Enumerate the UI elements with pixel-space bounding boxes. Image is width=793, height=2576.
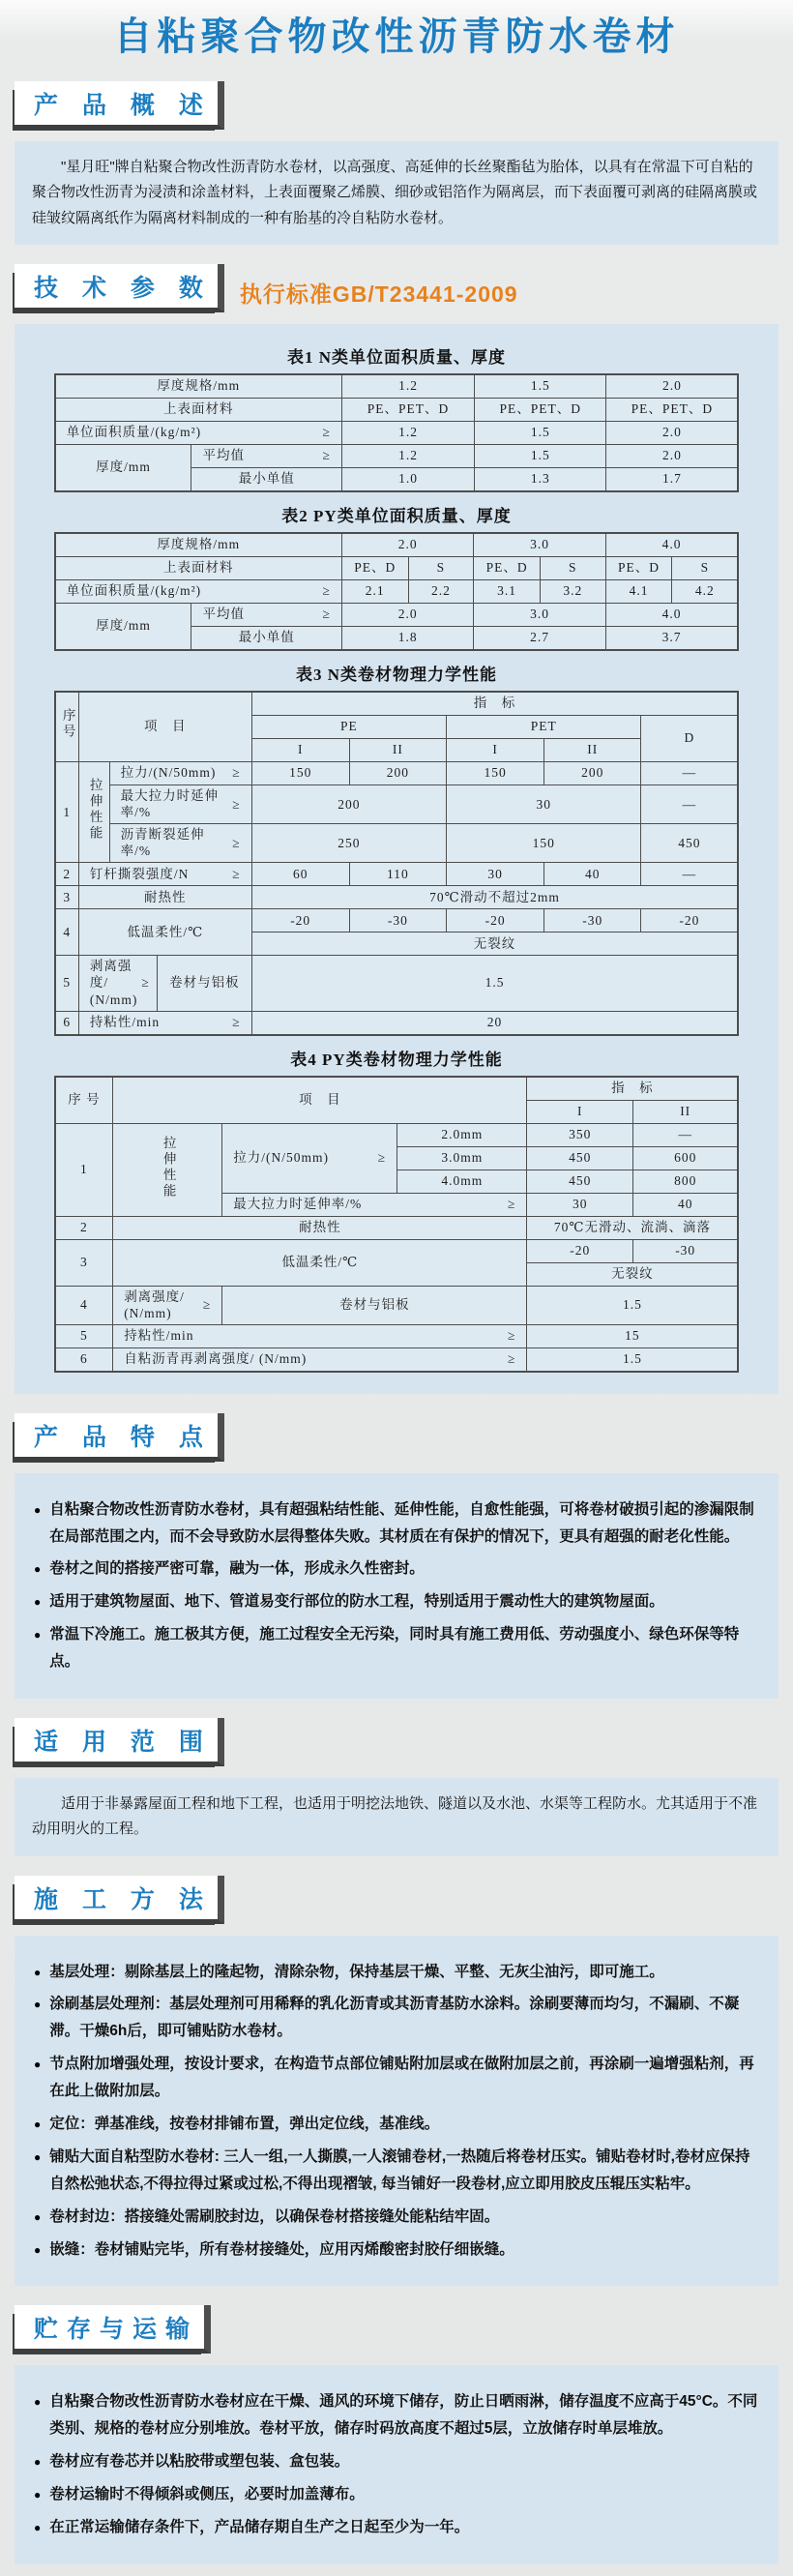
feature-item: ● 自粘聚合物改性沥青防水卷材，具有超强粘结性能、延伸性能，自愈性能强，可将卷材破损引起的渗漏限制在局部范围之内，而不会导致防水层得整体失败。其材质在有保护的情况下，更具有超强的耐老化性能。 bbox=[34, 1496, 759, 1551]
scope-panel bbox=[15, 1778, 778, 1856]
table-cell: 指 标 bbox=[251, 692, 738, 716]
table-row bbox=[55, 421, 739, 444]
bullet-icon: ● bbox=[34, 2488, 42, 2502]
section-heading-label: 技 术 参 数 bbox=[34, 274, 212, 302]
tables-panel bbox=[15, 324, 778, 1394]
table-cell: -30 bbox=[633, 1239, 739, 1262]
table-cell: 序 号 bbox=[55, 1077, 113, 1124]
section-heading-method bbox=[15, 1876, 224, 1924]
greater-equal-symbol: ≥ bbox=[232, 765, 241, 781]
method-step: ● 卷材封边：搭接缝处需刷胶封边，以确保卷材搭接缝处能粘结牢固。 bbox=[34, 2204, 759, 2231]
table-cell: 1.2 bbox=[341, 374, 474, 399]
table-cell: 2.0mm bbox=[397, 1123, 527, 1146]
table-cell: -20 bbox=[447, 908, 544, 932]
table-cell: 3.0mm bbox=[397, 1146, 527, 1170]
scope-paragraph: 适用于非暴露屋面工程和地下工程，也适用于明挖法地铁、隧道以及水池、水渠等工程防水。尤其适用于不准动用明火的工程。 bbox=[32, 1795, 758, 1838]
table-cell: 1.5 bbox=[527, 1286, 738, 1324]
bullet-icon: ● bbox=[34, 2117, 42, 2131]
table-block-1 bbox=[32, 343, 761, 492]
table-cell: 70℃滑动不超过2mm bbox=[251, 885, 738, 908]
table-cell: 5 bbox=[55, 955, 79, 1011]
greater-equal-symbol: ≥ bbox=[232, 1015, 241, 1030]
features-panel bbox=[15, 1473, 778, 1699]
section-heading-tech bbox=[15, 264, 224, 312]
storage-note: ● 在正常运输储存条件下，产品储存期自生产之日起至少为一年。 bbox=[34, 2514, 759, 2541]
table-cell: 4.0 bbox=[605, 603, 738, 626]
bullet-icon: ● bbox=[34, 2242, 42, 2257]
table-cell: PE bbox=[251, 715, 446, 738]
section-header-row-method bbox=[15, 1876, 793, 1924]
table-cell: 最大拉力时延伸率/% ≥ bbox=[222, 1193, 527, 1216]
table-cell: 1.7 bbox=[606, 467, 738, 491]
section-header-row-storage bbox=[15, 2305, 793, 2354]
table-cell: 20 bbox=[251, 1011, 738, 1035]
table-block-3 bbox=[32, 661, 761, 1036]
method-panel bbox=[15, 1936, 778, 2287]
table-cell: 40 bbox=[633, 1193, 739, 1216]
table-cell: 拉伸性能 bbox=[78, 761, 109, 862]
table-cell: 3 bbox=[55, 885, 79, 908]
table-cell: 4.0 bbox=[605, 533, 738, 557]
table-cell: PE、PET、D bbox=[341, 398, 474, 421]
table-row bbox=[55, 1216, 739, 1239]
bullet-icon: ● bbox=[34, 2058, 42, 2072]
greater-equal-symbol: ≥ bbox=[322, 425, 331, 440]
method-step: ● 节点附加增强处理，按设计要求，在构造节点部位铺贴附加层或在做附加层之前，再涂刷一遍增强粘剂，再在此上做附加层。 bbox=[34, 2051, 759, 2105]
table-cell: 卷材与铝板 bbox=[222, 1286, 527, 1324]
overview-panel bbox=[15, 141, 778, 245]
table-cell: 1.5 bbox=[475, 444, 606, 467]
table-cell: 自粘沥青再剥离强度/ (N/mm) ≥ bbox=[113, 1347, 527, 1372]
greater-equal-symbol: ≥ bbox=[202, 1297, 212, 1313]
table-cell: 平均值 ≥ bbox=[191, 444, 341, 467]
table-cell: 30 bbox=[447, 862, 544, 885]
table-cell: PE、D bbox=[474, 556, 541, 579]
table-cell: 1.5 bbox=[527, 1347, 738, 1372]
table-cell: 2.0 bbox=[606, 444, 738, 467]
table-cell: I bbox=[447, 738, 544, 761]
table-cell: 30 bbox=[447, 785, 641, 823]
table-cell: 1.5 bbox=[475, 374, 606, 399]
table-cell: 3.0 bbox=[474, 533, 605, 557]
table-cell: 70℃无滑动、流淌、滴落 bbox=[527, 1216, 738, 1239]
table-cell: 2.2 bbox=[408, 579, 474, 603]
table-cell: 450 bbox=[641, 823, 738, 862]
method-list bbox=[32, 1947, 761, 2275]
table-cell: 2 bbox=[55, 1216, 113, 1239]
table-cell: 拉力/(N/50mm) ≥ bbox=[222, 1123, 397, 1193]
table-row bbox=[55, 1324, 739, 1347]
table-cell: 5 bbox=[55, 1324, 113, 1347]
spec-table bbox=[54, 1076, 740, 1373]
table-cell: 200 bbox=[349, 761, 446, 785]
table-cell: — bbox=[641, 785, 738, 823]
spec-table bbox=[54, 373, 740, 492]
table-cell: 350 bbox=[527, 1123, 633, 1146]
section-heading-overview bbox=[15, 81, 224, 130]
section-heading-storage bbox=[15, 2305, 211, 2354]
table-cell: 4.0mm bbox=[397, 1170, 527, 1193]
table-cell: 沥青断裂延伸率/% ≥ bbox=[109, 823, 251, 862]
table-cell: 1.0 bbox=[341, 467, 474, 491]
table-cell: 厚度规格/mm bbox=[55, 374, 342, 399]
table-cell: 钉杆撕裂强度/N ≥ bbox=[78, 862, 251, 885]
table-cell: 3.2 bbox=[540, 579, 605, 603]
storage-note: ● 卷材应有卷芯并以粘胶带或塑包装、盒包装。 bbox=[34, 2448, 759, 2475]
table-title: 表2 PY类单位面积质量、厚度 bbox=[281, 506, 512, 525]
features-list bbox=[32, 1485, 761, 1687]
table-cell: 2.0 bbox=[341, 603, 473, 626]
method-step: ● 涂刷基层处理剂：基层处理剂可用稀释的乳化沥青或其沥青基防水涂料。涂刷要薄而均匀，不漏刷、不凝滞。干燥6h后，即可铺贴防水卷材。 bbox=[34, 1991, 759, 2045]
table-row bbox=[55, 1123, 739, 1146]
table-row bbox=[55, 533, 739, 557]
table-cell: 40 bbox=[544, 862, 641, 885]
table-row bbox=[55, 908, 739, 932]
table-row bbox=[55, 603, 739, 626]
spec-table-py-mech bbox=[32, 1076, 761, 1373]
table-cell: PE、PET、D bbox=[475, 398, 606, 421]
greater-equal-symbol: ≥ bbox=[322, 583, 331, 599]
table-cell: 200 bbox=[251, 785, 446, 823]
table-title: 表3 N类卷材物理力学性能 bbox=[295, 665, 498, 684]
table-cell: 最小单值 bbox=[191, 467, 341, 491]
table-block-4 bbox=[32, 1046, 761, 1373]
table-cell: 6 bbox=[55, 1347, 113, 1372]
greater-equal-symbol: ≥ bbox=[508, 1351, 516, 1367]
bullet-icon: ● bbox=[34, 1965, 42, 1979]
table-cell: -20 bbox=[527, 1239, 633, 1262]
table-cell: 600 bbox=[633, 1146, 739, 1170]
section-header-row-overview bbox=[15, 81, 793, 130]
table-cell: 2.1 bbox=[341, 579, 408, 603]
table-cell: -20 bbox=[251, 908, 349, 932]
table-cell: 最小单值 bbox=[191, 626, 341, 650]
table-row bbox=[55, 579, 739, 603]
feature-item: ● 常温下冷施工。施工极其方便，施工过程安全无污染，同时具有施工费用低、劳动强度小、绿色环保等特点。 bbox=[34, 1621, 759, 1675]
table-cell: I bbox=[251, 738, 349, 761]
table-cell: 拉伸性能 bbox=[113, 1123, 222, 1216]
section-header-row-features bbox=[15, 1413, 793, 1462]
storage-note: ● 卷材运输时不得倾斜或侧压，必要时加盖薄布。 bbox=[34, 2481, 759, 2508]
table-cell: PE、PET、D bbox=[606, 398, 738, 421]
table-cell: 1 bbox=[55, 1123, 113, 1216]
table-row bbox=[55, 374, 739, 399]
table-cell: 拉力/(N/50mm) ≥ bbox=[109, 761, 251, 785]
spec-table-py-mass bbox=[32, 532, 761, 651]
table-cell: S bbox=[672, 556, 739, 579]
table-cell: 2.0 bbox=[341, 533, 473, 557]
table-cell: 150 bbox=[447, 761, 544, 785]
bullet-icon: ● bbox=[34, 1502, 42, 1517]
table-cell: PET bbox=[447, 715, 641, 738]
table-cell: 110 bbox=[349, 862, 446, 885]
table-cell: 2.7 bbox=[474, 626, 605, 650]
table-cell: 厚度/mm bbox=[55, 603, 191, 650]
overview-paragraph: "星月旺"牌自粘聚合物改性沥青防水卷材，以高强度、高延伸的长丝聚酯毡为胎体，以具有在常温下可自粘的聚合物改性沥青为浸渍和涂盖材料，上表面覆聚乙烯膜、细砂或铝箔作为隔离层，而下表面覆可剥离的硅隔离膜或硅皱纹隔离纸作为隔离材料制成的一种有胎基的冷自粘防水卷材。 bbox=[32, 159, 758, 226]
table-row bbox=[55, 785, 739, 823]
greater-equal-symbol: ≥ bbox=[232, 835, 241, 850]
section-heading-label: 贮存与运输 bbox=[34, 2316, 199, 2344]
page-title: 自粘聚合物改性沥青防水卷材 bbox=[113, 15, 680, 58]
table-cell: 1.8 bbox=[341, 626, 473, 650]
method-step: ● 嵌缝：卷材铺贴完毕，所有卷材接缝处，应用丙烯酸密封胶仔细嵌缝。 bbox=[34, 2236, 759, 2264]
table-row bbox=[55, 556, 739, 579]
table-cell: 200 bbox=[544, 761, 641, 785]
table-cell: 项 目 bbox=[78, 692, 251, 762]
table-cell: 厚度/mm bbox=[55, 444, 191, 491]
table-cell: 1.5 bbox=[475, 421, 606, 444]
table-cell: 60 bbox=[251, 862, 349, 885]
bullet-icon: ● bbox=[34, 1562, 42, 1577]
table-cell: 4 bbox=[55, 1286, 113, 1324]
bullet-icon: ● bbox=[34, 1595, 42, 1610]
table-cell: 无裂纹 bbox=[527, 1262, 738, 1286]
table-row bbox=[55, 398, 739, 421]
table-cell: 150 bbox=[447, 823, 641, 862]
table-cell: 4.1 bbox=[605, 579, 672, 603]
method-step: ● 铺贴大面自粘型防水卷材: 三人一组,一人撕膜,一人滚铺卷材,一热随后将卷材压实。铺贴卷材时,卷材应保持自然松弛状态,不得拉得过紧或过松,不得出现褶皱, 每当铺好一段卷材,应立即用胶皮压辊压实粘牢。 bbox=[34, 2144, 759, 2198]
table-cell: 3.7 bbox=[605, 626, 738, 650]
method-step: ● 定位：弹基准线，按卷材排铺布置，弹出定位线，基准线。 bbox=[34, 2111, 759, 2138]
section-heading-label: 适 用 范 围 bbox=[34, 1729, 212, 1757]
table-cell: 6 bbox=[55, 1011, 79, 1035]
spec-table bbox=[54, 691, 740, 1036]
spec-table bbox=[54, 532, 740, 651]
table-cell: 3 bbox=[55, 1239, 113, 1286]
greater-equal-symbol: ≥ bbox=[232, 866, 241, 881]
greater-equal-symbol: ≥ bbox=[508, 1328, 516, 1344]
section-heading-label: 产 品 概 述 bbox=[34, 92, 212, 119]
table-cell: 项 目 bbox=[113, 1077, 527, 1124]
greater-equal-symbol: ≥ bbox=[322, 448, 331, 463]
bullet-icon: ● bbox=[34, 2209, 42, 2224]
table-cell: PE、D bbox=[605, 556, 672, 579]
storage-note: ● 自粘聚合物改性沥青防水卷材应在干燥、通风的环境下储存，防止日晒雨淋，储存温度不应高于45°C。不同类别、规格的卷材应分别堆放。卷材平放，储存时码放高度不超过5层，立放储存时单层堆放。 bbox=[34, 2388, 759, 2443]
table-cell: 低温柔性/℃ bbox=[78, 908, 251, 955]
table-cell: 低温柔性/℃ bbox=[113, 1239, 527, 1286]
table-cell: 2.0 bbox=[606, 421, 738, 444]
bullet-icon: ● bbox=[34, 2520, 42, 2534]
table-cell: 250 bbox=[251, 823, 446, 862]
table-row bbox=[55, 955, 739, 1011]
table-cell: 800 bbox=[633, 1170, 739, 1193]
table-row bbox=[55, 823, 739, 862]
table-cell: 2 bbox=[55, 862, 79, 885]
table-cell: 耐热性 bbox=[113, 1216, 527, 1239]
bullet-icon: ● bbox=[34, 2455, 42, 2470]
table-cell: 4 bbox=[55, 908, 79, 955]
table-cell: S bbox=[540, 556, 605, 579]
table-title: 表4 PY类卷材物理力学性能 bbox=[290, 1050, 503, 1069]
table-cell: 30 bbox=[527, 1193, 633, 1216]
table-cell: 上表面材料 bbox=[55, 556, 342, 579]
table-row bbox=[55, 1239, 739, 1262]
spec-table-n-mass bbox=[32, 373, 761, 492]
table-cell: II bbox=[349, 738, 446, 761]
bullet-icon: ● bbox=[34, 1628, 42, 1643]
table-cell: 上表面材料 bbox=[55, 398, 342, 421]
table-cell: 单位面积质量/(kg/m²) ≥ bbox=[55, 579, 342, 603]
table-cell: — bbox=[641, 862, 738, 885]
standard-label: 执行标准GB/T23441-2009 bbox=[239, 281, 518, 307]
table-cell: — bbox=[633, 1123, 739, 1146]
table-cell: D bbox=[641, 715, 738, 761]
section-heading-label: 产 品 特 点 bbox=[34, 1423, 212, 1451]
table-cell: 1.3 bbox=[475, 467, 606, 491]
spec-table-n-mech bbox=[32, 691, 761, 1036]
table-row bbox=[55, 1347, 739, 1372]
table-cell: S bbox=[408, 556, 474, 579]
table-cell: 最大拉力时延伸率/% ≥ bbox=[109, 785, 251, 823]
table-cell: — bbox=[641, 761, 738, 785]
table-cell: 4.2 bbox=[672, 579, 739, 603]
table-cell: 1.5 bbox=[251, 955, 738, 1011]
table-cell: 3.1 bbox=[474, 579, 541, 603]
table-cell: II bbox=[633, 1100, 739, 1123]
table-cell: 卷材与铝板 bbox=[158, 955, 252, 1011]
table-row bbox=[55, 761, 739, 785]
feature-item: ● 适用于建筑物屋面、地下、管道易变行部位的防水工程，特别适用于震动性大的建筑物屋面。 bbox=[34, 1588, 759, 1615]
section-header-row-tech bbox=[15, 264, 793, 312]
table-cell: 1 bbox=[55, 761, 79, 862]
table-cell: -30 bbox=[544, 908, 641, 932]
table-cell: 1.2 bbox=[341, 421, 474, 444]
storage-panel bbox=[15, 2365, 778, 2563]
greater-equal-symbol: ≥ bbox=[322, 607, 331, 622]
greater-equal-symbol: ≥ bbox=[377, 1150, 387, 1166]
table-cell: 1.2 bbox=[341, 444, 474, 467]
section-header-row-scope bbox=[15, 1718, 793, 1766]
table-cell: 剥离强度/ (N/mm) ≥ bbox=[78, 955, 157, 1011]
table-row bbox=[55, 862, 739, 885]
table-row bbox=[55, 692, 739, 716]
table-cell: 指 标 bbox=[527, 1077, 738, 1101]
bullet-icon: ● bbox=[34, 2149, 42, 2164]
table-cell: 序号 bbox=[55, 692, 79, 762]
section-heading-features bbox=[15, 1413, 224, 1462]
table-cell: I bbox=[527, 1100, 633, 1123]
table-cell: -20 bbox=[641, 908, 738, 932]
feature-item: ● 卷材之间的搭接严密可靠，融为一体，形成永久性密封。 bbox=[34, 1555, 759, 1583]
table-cell: 耐热性 bbox=[78, 885, 251, 908]
table-row bbox=[55, 1077, 739, 1101]
table-cell: II bbox=[544, 738, 641, 761]
table-block-2 bbox=[32, 502, 761, 651]
table-cell: 剥离强度/ (N/mm) ≥ bbox=[113, 1286, 222, 1324]
section-heading-scope bbox=[15, 1718, 224, 1766]
greater-equal-symbol: ≥ bbox=[508, 1197, 516, 1212]
section-heading-label: 施 工 方 法 bbox=[34, 1885, 212, 1913]
table-cell: 2.0 bbox=[606, 374, 738, 399]
table-row bbox=[55, 444, 739, 467]
table-row bbox=[55, 885, 739, 908]
table-cell: 单位面积质量/(kg/m²) ≥ bbox=[55, 421, 342, 444]
method-step: ● 基层处理：剔除基层上的隆起物，清除杂物，保持基层干燥、平整、无灰尘油污，即可施工。 bbox=[34, 1959, 759, 1986]
table-row bbox=[55, 1011, 739, 1035]
table-cell: 150 bbox=[251, 761, 349, 785]
table-row bbox=[55, 1286, 739, 1324]
table-title: 表1 N类单位面积质量、厚度 bbox=[286, 347, 507, 367]
greater-equal-symbol: ≥ bbox=[141, 975, 150, 991]
greater-equal-symbol: ≥ bbox=[232, 796, 241, 812]
bullet-icon: ● bbox=[34, 1998, 42, 2012]
table-cell: 厚度规格/mm bbox=[55, 533, 342, 557]
bullet-icon: ● bbox=[34, 2395, 42, 2410]
table-cell: 15 bbox=[527, 1324, 738, 1347]
table-cell: 持粘性/min ≥ bbox=[78, 1011, 251, 1035]
table-cell: 平均值 ≥ bbox=[191, 603, 341, 626]
table-cell: -30 bbox=[349, 908, 446, 932]
table-cell: 450 bbox=[527, 1146, 633, 1170]
table-cell: 持粘性/min ≥ bbox=[113, 1324, 527, 1347]
storage-list bbox=[32, 2377, 761, 2552]
table-cell: 3.0 bbox=[474, 603, 605, 626]
table-cell: PE、D bbox=[341, 556, 408, 579]
table-cell: 450 bbox=[527, 1170, 633, 1193]
table-cell: 无裂纹 bbox=[251, 932, 738, 955]
